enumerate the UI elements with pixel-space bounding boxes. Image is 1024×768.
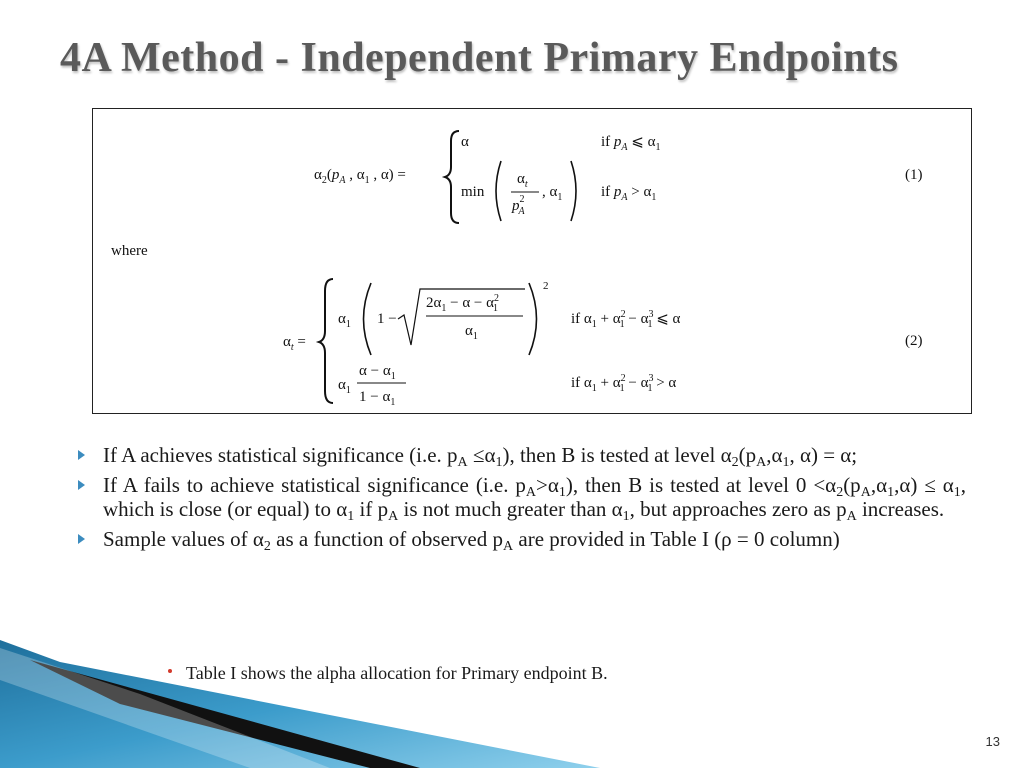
bullet-text: Sample values of $\alpha_2$ as a function of observed $p_A$ are provided in Table I (ρ = 0 column) <box>103 527 840 554</box>
eq2-sqrt-den: $\alpha_1$ <box>465 323 478 342</box>
eq2-number: (2) <box>905 333 923 349</box>
eq2-one-minus: 1 − <box>377 311 397 327</box>
eq1-lhs: $\alpha_2(p_A$ , $\alpha_1$ , α) = <box>314 167 406 186</box>
bullet-arrow-icon <box>78 534 85 544</box>
eq1-case1-condition: if $p_A$ ⩽ $\alpha_1$ <box>601 134 661 153</box>
sub-bullet-text: Table I shows the alpha allocation for Primary endpoint B. <box>186 663 608 683</box>
eq1-paren-left <box>496 161 501 221</box>
equation-1 <box>314 131 923 223</box>
eq2-case1-condition: if $\alpha_1 + \alpha^2$ $1 - \alpha^3$ 1 ⩽ α <box>571 309 681 330</box>
eq1-brace <box>445 131 459 223</box>
eq2-sqrt-num: $2\alpha_1 - \alpha - \alpha^2$ 1 <box>426 293 499 314</box>
bullet-text: If A fails to achieve statistical significance (i.e. $p_A>\alpha_1$), then B is tested at level $0 <\alpha_2(p_A,\alpha_1,\alpha) \le \alpha_1$, which is close (or equal) to $\alpha_1$ if $p_A$ is not much greater than $\alpha_1$, but approaches zero as $p_A$ increases. <box>103 473 966 524</box>
eq2-paren-right <box>529 283 537 355</box>
eq2-brace <box>319 279 333 403</box>
equation-2 <box>283 279 923 408</box>
bullet-item-1 <box>78 443 966 470</box>
page-number: 13 <box>985 734 1000 749</box>
slide-title: 4A Method - Independent Primary Endpoints <box>60 35 899 81</box>
eq1-frac-num: $\alpha_t$ <box>517 171 528 190</box>
equations-figure <box>93 109 971 413</box>
eq1-alpha1: , $\alpha_1$ <box>542 184 563 203</box>
eq1-paren-right <box>571 161 576 221</box>
eq2-paren-left <box>364 283 372 355</box>
where-label: where <box>111 243 148 259</box>
bullet-list <box>78 443 966 557</box>
eq1-case2-condition: if $p_A > \alpha_1$ <box>601 184 657 203</box>
eq1-number: (1) <box>905 167 923 183</box>
eq1-min: min <box>461 184 485 200</box>
bullet-arrow-icon <box>78 480 85 490</box>
eq2-lhs: $\alpha_t$ = <box>283 334 306 353</box>
eq2-case2-alpha1: $\alpha_1$ <box>338 377 351 396</box>
eq1-case1-value: α <box>461 134 469 150</box>
eq1-frac-den: $p^2$ A <box>512 194 525 217</box>
eq2-alpha1: $\alpha_1$ <box>338 311 351 330</box>
bullet-text: If A achieves statistical significance (i.e. $p_A \le\alpha_1$), then B is tested at level $\alpha_2(p_A,\alpha_1$, α) = α; <box>103 443 858 470</box>
eq2-case2-condition: if $\alpha_1 + \alpha^2$ $1 - \alpha^3$ 1 > α <box>571 373 677 394</box>
equation-box <box>92 108 972 414</box>
eq2-case2-num: $\alpha - \alpha_1$ <box>359 363 396 382</box>
bullet-item-2 <box>78 473 966 524</box>
bullet-item-3 <box>78 527 966 554</box>
decorative-swoosh <box>0 640 620 768</box>
eq2-square: 2 <box>543 280 549 292</box>
bullet-arrow-icon <box>78 450 85 460</box>
eq2-case2-den: $1 - \alpha_1$ <box>359 389 396 408</box>
